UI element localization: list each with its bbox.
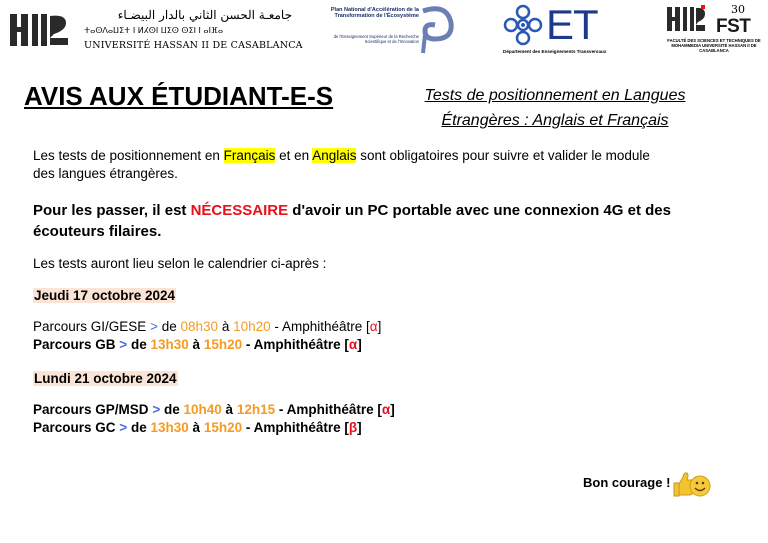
session-bracket: ]	[357, 337, 362, 352]
closing-text: Bon courage !	[583, 475, 671, 490]
session-row	[33, 419, 395, 437]
session-end: 15h20	[203, 337, 243, 352]
session-bracket: ]	[390, 402, 395, 417]
pna-swirl-icon	[415, 5, 455, 55]
session-room: Amphithéâtre	[253, 420, 341, 435]
session-start: 10h40	[183, 402, 222, 417]
session-parcours: Parcours GB	[33, 337, 116, 352]
subtitle-line-2: Étrangères : Anglais et Français	[441, 112, 669, 129]
day-1-date	[33, 287, 176, 305]
session-room: Amphithéâtre	[286, 402, 374, 417]
session-amphi: α	[381, 402, 391, 417]
session-parcours: Parcours GC	[33, 420, 116, 435]
highlight-anglais: Anglais	[312, 148, 357, 163]
session-room: Amphithéâtre	[253, 337, 341, 352]
session-end: 12h15	[236, 402, 276, 417]
session-start: 13h30	[150, 337, 189, 352]
uh2-emblem-icon	[8, 8, 72, 52]
session-start: 13h30	[150, 420, 189, 435]
pna-logo	[327, 4, 455, 56]
session-dash: -	[274, 319, 279, 334]
session-a: à	[192, 420, 201, 435]
fst-logo-text: FST	[716, 16, 751, 37]
session-bracket: ]	[357, 420, 362, 435]
uh2-logo	[8, 6, 303, 54]
day-2-sessions	[33, 401, 395, 437]
intro-text: sont obligatoires pour suivre et valider le module	[356, 148, 650, 163]
session-start: 08h30	[180, 319, 219, 334]
session-arrow: >	[119, 420, 128, 435]
session-a: à	[221, 319, 230, 334]
fst-emblem-icon	[665, 4, 705, 34]
date-label: Lundi 21 octobre 2024	[34, 371, 177, 386]
session-de: de	[130, 420, 147, 435]
session-bracket: ]	[377, 319, 382, 334]
fst-anniversary: 30	[731, 3, 745, 16]
session-amphi: β	[348, 420, 358, 435]
calendar-intro: Les tests auront lieu selon le calendrier ci-après :	[33, 256, 327, 271]
requirement-text: Pour les passer, il est	[33, 202, 191, 219]
fst-logo	[665, 4, 763, 60]
session-parcours: Parcours GI/GESE	[33, 319, 147, 334]
session-dash: -	[245, 337, 251, 352]
session-bracket: [	[344, 337, 349, 352]
det-caption: Département des Enseignements Transversaux	[503, 49, 607, 54]
pna-subtitle: de l'Enseignement Supérieur de la Recherche Scientifique et de l'Innovation	[333, 34, 419, 44]
session-de: de	[130, 337, 147, 352]
uh2-arabic-name: جامعـة الحسن الثاني بالدار البيضـاء	[117, 8, 292, 22]
session-a: à	[225, 402, 234, 417]
pna-title: Plan National d'Accélération de la Transformation de l'Écosystème	[330, 7, 419, 20]
intro-line-2: des langues étrangères.	[33, 166, 178, 181]
session-a: à	[192, 337, 201, 352]
session-row	[33, 336, 381, 354]
session-bracket: [	[344, 420, 349, 435]
session-de: de	[161, 319, 177, 334]
day-1-sessions	[33, 318, 381, 354]
session-amphi: α	[369, 319, 378, 334]
fst-caption: FACULTÉ DES SCIENCES ET TECHNIQUES DE MOHAMMEDIA UNIVERSITÉ HASSAN II DE CASABLANCA	[667, 38, 761, 53]
intro-paragraph	[33, 147, 650, 183]
intro-line-1	[33, 147, 650, 165]
session-row	[33, 401, 395, 419]
session-end: 10h20	[233, 319, 271, 334]
session-row	[33, 318, 381, 336]
intro-text: et en	[275, 148, 313, 163]
requirement-necessaire: NÉCESSAIRE	[190, 202, 289, 219]
session-amphi: α	[348, 337, 358, 352]
requirement-line-1	[33, 200, 671, 221]
det-logo-text: ET	[546, 1, 598, 48]
session-dash: -	[278, 402, 284, 417]
requirement-line-2: écouteurs filaires.	[33, 223, 162, 240]
session-bracket: [	[366, 319, 370, 334]
subtitle-line-1: Tests de positionnement en Langues	[424, 87, 686, 104]
thumbs-up-smiley-icon	[671, 469, 711, 499]
session-arrow: >	[152, 402, 161, 417]
session-de: de	[163, 402, 180, 417]
highlight-francais: Français	[223, 148, 276, 163]
session-end: 15h20	[203, 420, 243, 435]
session-arrow: >	[119, 337, 128, 352]
session-arrow: >	[150, 319, 158, 334]
intro-text: Les tests de positionnement en	[33, 148, 224, 163]
session-bracket: [	[377, 402, 382, 417]
page-title: AVIS AUX ÉTUDIANT-E-S	[24, 81, 334, 111]
date-label: Jeudi 17 octobre 2024	[34, 288, 176, 303]
uh2-french-name: UNIVERSITÉ HASSAN II DE CASABLANCA	[84, 40, 303, 51]
session-parcours: Parcours GP/MSD	[33, 402, 149, 417]
det-logo	[501, 3, 613, 57]
uh2-tifinagh-name: ⵜⴰⵙⴷⴰⵡⵉⵜ ⵏ ⵍⵃⵙⵏ ⵡⵉⵙ ⵙⵉⵏ ⵏ ⴰⵏⴼⴰ	[84, 26, 224, 35]
molecule-icon	[501, 3, 545, 47]
requirement-text: d'avoir un PC portable avec une connexion 4G et des	[288, 202, 671, 219]
session-dash: -	[245, 420, 251, 435]
day-2-date	[33, 370, 178, 388]
session-room: Amphithéâtre	[281, 319, 363, 334]
requirement-paragraph	[33, 200, 671, 242]
page-subtitle	[400, 83, 710, 133]
